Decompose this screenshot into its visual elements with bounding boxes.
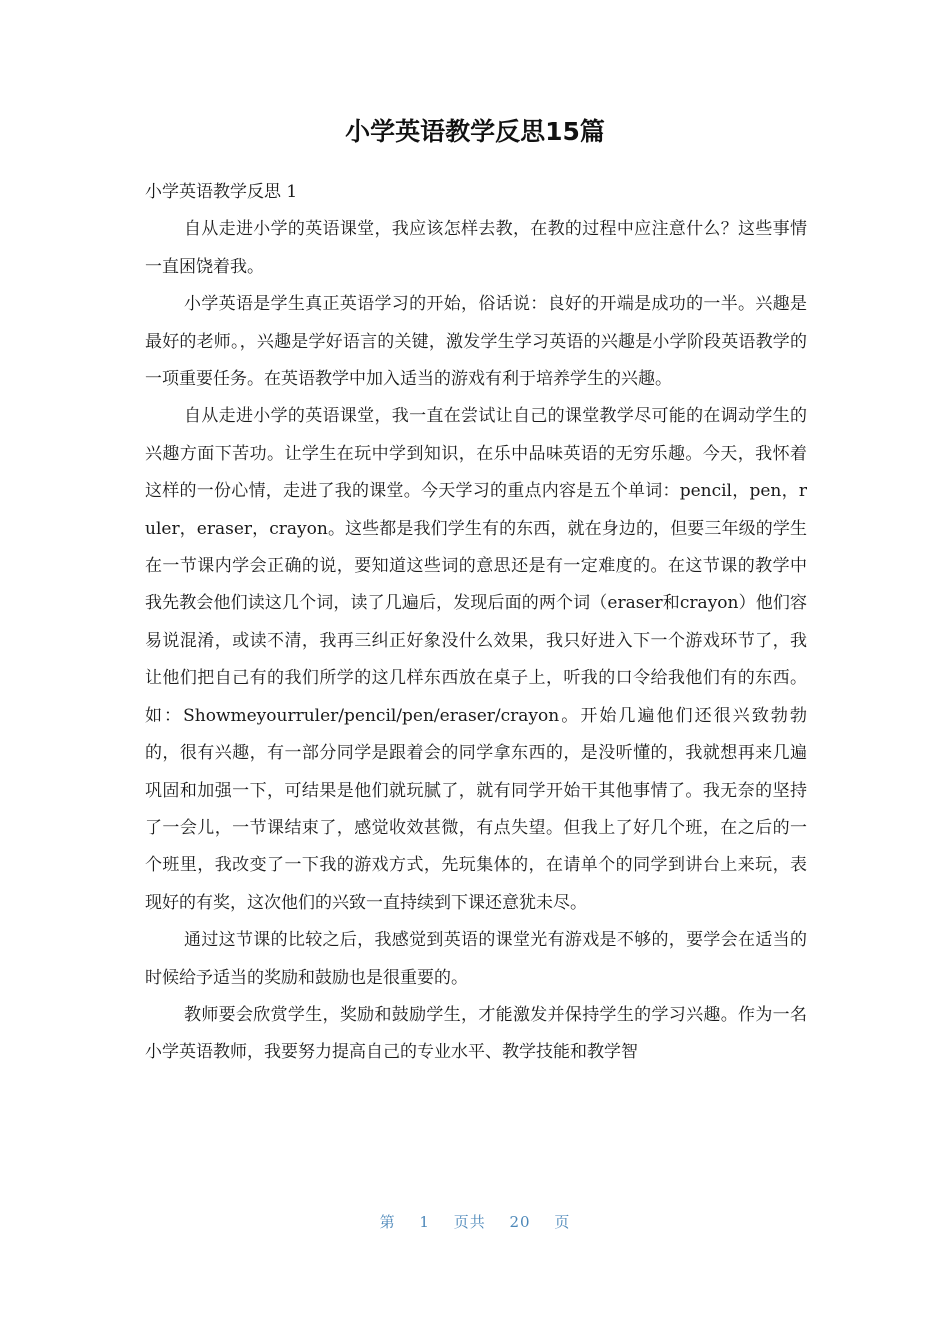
total-pages-number: 20 [509,1213,531,1231]
current-page-number: 1 [419,1213,430,1231]
page-label-mid: 页共 [453,1213,486,1231]
paragraph: 自从走进小学的英语课堂，我应该怎样去教，在教的过程中应注意什么？这些事情一直困饶着我。 [145,219,807,277]
paragraph: 小学英语是学生真正英语学习的开始，俗话说：良好的开端是成功的一半。兴趣是最好的老师。，兴趣是学好语言的关键，激发学生学习英语的兴趣是小学阶段英语教学的一项重要任务。在英语教学中加入适当的游戏有利于培养学生的兴趣。 [145,294,807,390]
section-heading: 小学英语教学反思 1 [145,182,298,202]
paragraph: 通过这节课的比较之后，我感觉到英语的课堂光有游戏是不够的，要学会在适当的时候给予适当的奖励和鼓励也是很重要的。 [145,930,807,988]
page-label-suffix: 页 [554,1213,571,1231]
paragraph: 自从走进小学的英语课堂，我一直在尝试让自己的课堂教学尽可能的在调动学生的兴趣方面下苦功。让学生在玩中学到知识，在乐中品味英语的无穷乐趣。今天，我怀着这样的一份心情，走进了我的课堂。今天学习的重点内容是五个单词：pencil，pen，ruler，eraser，crayon。这些都是我们学生有的东西，就在身边的，但要三年级的学生在一节课内学会正确的说，要知道这些词的意思还是有一定难度的。在这节课的教学中我先教会他们读这几个词，读了几遍后，发现后面的两个词（eraser和crayon）他们容易说混淆，或读不清，我再三纠正好象没什么效果，我只好进入下一个游戏环节了，我让他们把自己有的我们所学的这几样东西放在桌子上，听我的口令给我他们有的东西。如：Showmeyourruler/pencil/pen/eraser/crayon。开始几遍他们还很兴致勃勃的，很有兴趣，有一部分同学是跟着会的同学拿东西的，是没听懂的，我就想再来几遍巩固和加强一下，可结果是他们就玩腻了，就有同学开始干其他事情了。我无奈的坚持了一会儿，一节课结束了，感觉收效甚微，有点失望。但我上了好几个班，在之后的一个班里，我改变了一下我的游戏方式，先玩集体的，在请单个的同学到讲台上来玩，表现好的有奖，这次他们的兴致一直持续到下课还意犹未尽。 [145,406,807,913]
document-body [145,174,807,1072]
document-title: 小学英语教学反思15篇 [345,117,605,146]
page-label-prefix: 第 [379,1213,396,1231]
page-footer [0,1210,950,1234]
paragraph: 教师要会欣赏学生，奖励和鼓励学生，才能激发并保持学生的学习兴趣。作为一名小学英语教师，我要努力提高自己的专业水平、教学技能和教学智 [145,1004,807,1063]
